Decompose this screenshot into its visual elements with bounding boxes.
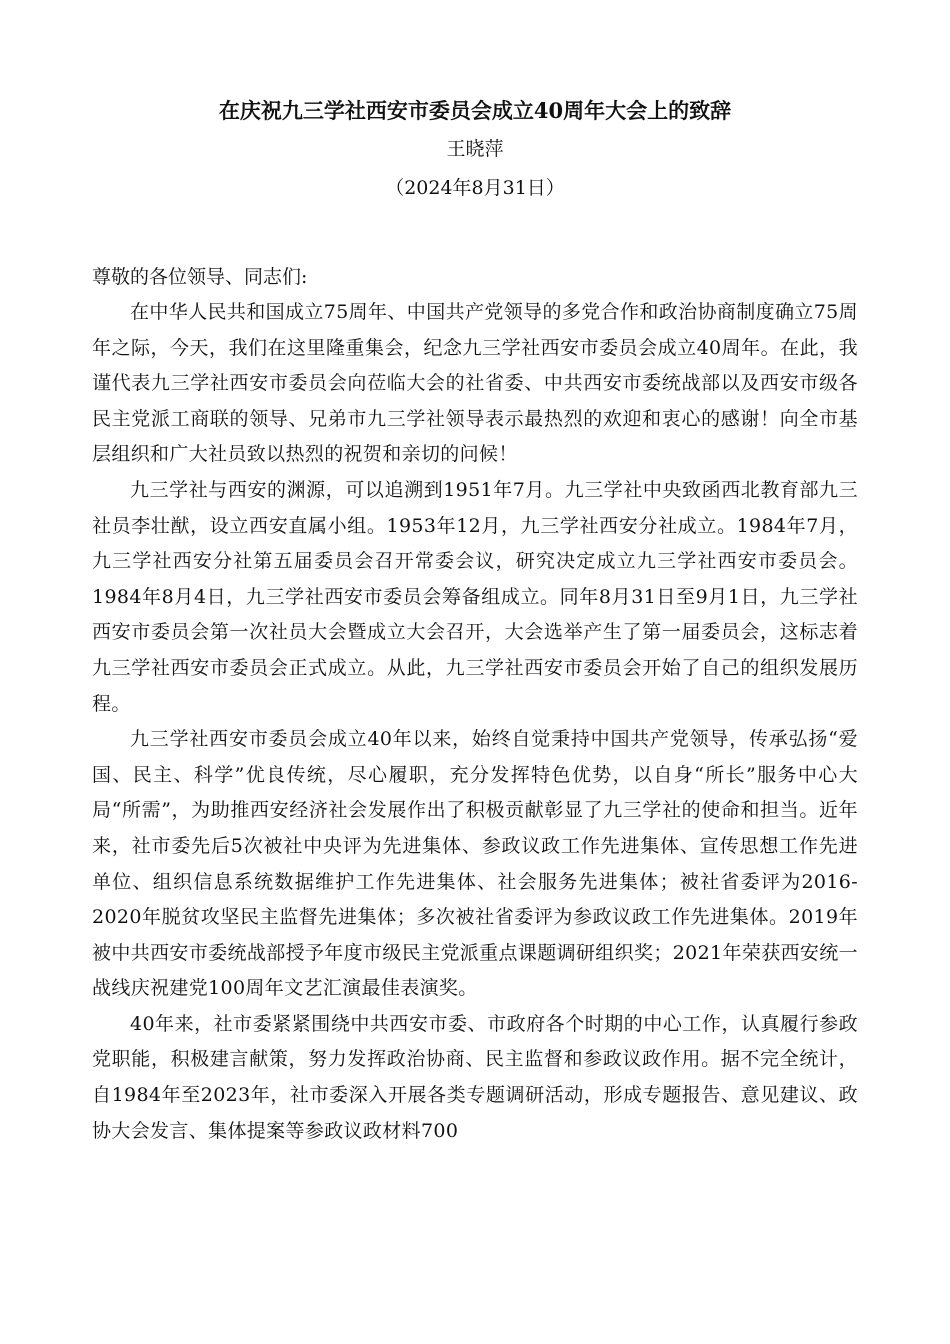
author-name: 王晓萍 [446,138,504,160]
document-title: 在庆祝九三学社西安市委员会成立40周年大会上的致辞 [218,98,732,123]
salutation: 尊敬的各位领导、同志们: [92,266,308,288]
paragraph-1: 在中华人民共和国成立75周年、中国共产党领导的多党合作和政治协商制度确立75周年之际，今天，我们在这里隆重集会，纪念九三学社西安市委员会成立40周年。在此，我谨代表九三学社西安市委员会向莅临大会的社省委、中共西安市委统战部以及西安市级各民主党派工商联的领导、兄弟市九三学社领导表示最热烈的欢迎和衷心的感谢！向全市基层组织和广大社员致以热烈的祝贺和亲切的问候！ [92,301,858,466]
paragraph-2: 九三学社与西安的渊源，可以追溯到1951年7月。九三学社中央致函西北教育部九三社员李壮猷，设立西安直属小组。1953年12月，九三学社西安分社成立。1984年7月，九三学社西安分社第五届委员会召开常委会议，研究决定成立九三学社西安市委员会。1984年8月4日，九三学社西安市委员会筹备组成立。同年8月31日至9月1日，九三学社西安市委员会第一次社员大会暨成立大会召开，大会选举产生了第一届委员会，这标志着九三学社西安市委员会正式成立。从此，九三学社西安市委员会开始了自己的组织发展历程。 [92,478,858,715]
paragraph-3: 九三学社西安市委员会成立40年以来，始终自觉秉持中国共产党领导，传承弘扬“爱国、民主、科学”优良传统，尽心履职，充分发挥特色优势，以自身“所长”服务中心大局“所需”，为助推西安经济社会发展作出了积极贡献彰显了九三学社的使命和担当。近年来，社市委先后5次被社中央评为先进集体、参政议政工作先进集体、宣传思想工作先进单位、组织信息系统数据维护工作先进集体、社会服务先进集体；被社省委评为2016-2020年脱贫攻坚民主监督先进集体；多次被社省委评为参政议政工作先进集体。2019年被中共西安市委统战部授予年度市级民主党派重点课题调研组织奖；2021年荣获西安统一战线庆祝建党100周年文艺汇演最佳表演奖。 [92,728,858,1000]
paragraph-4: 40年来，社市委紧紧围绕中共西安市委、市政府各个时期的中心工作，认真履行参政党职能，积极建言献策，努力发挥政治协商、民主监督和参政议政作用。据不完全统计，自1984年至2023年，社市委深入开展各类专题调研活动，形成专题报告、意见建议、政协大会发言、集体提案等参政议政材料700 [92,1012,858,1142]
speech-date: （2024年8月31日） [385,177,565,199]
